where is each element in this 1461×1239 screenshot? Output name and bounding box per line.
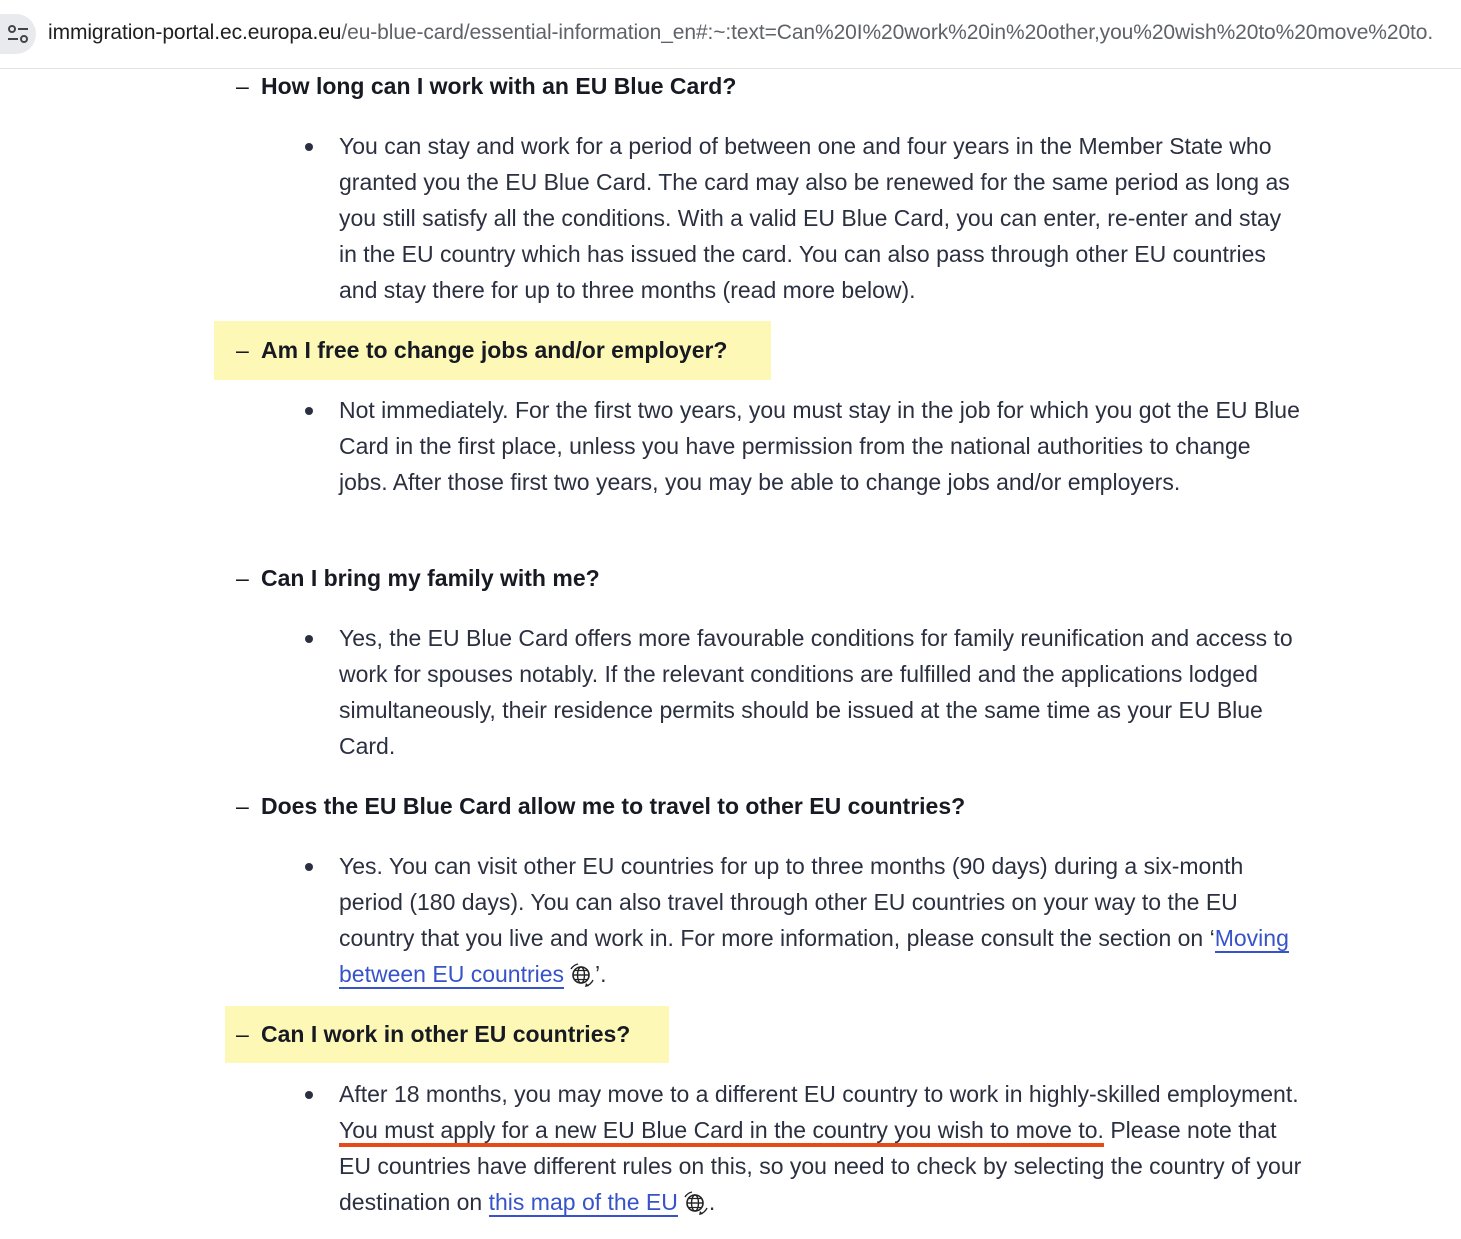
answer-text: . — [708, 1189, 716, 1215]
faq-answer: Yes, the EU Blue Card offers more favourable conditions for family reunification and access to work for spouses notably. If the relevant conditions are fulfilled and the applications lodged simultaneously, their residence permits should be issued at the same time as your EU Blue Card. — [339, 625, 1293, 759]
answer-text: Please note that EU countries have different rules on this, so you need to check by selecting the country of your destination on — [339, 1117, 1302, 1215]
red-underlined-text: You must apply for a new EU Blue Card in the country you wish to move to. — [339, 1117, 1104, 1147]
question-text: Can I bring my family with me? — [261, 565, 600, 591]
address-bar[interactable] — [0, 0, 1461, 69]
faq-answer: Not immediately. For the first two years, you must stay in the job for which you got the EU Blue Card in the first place, unless you have permission from the national authorities to change jobs. After those first two years, you may be able to change jobs and/or employers. — [339, 397, 1300, 495]
faq-answer — [339, 1076, 1304, 1225]
globe-external-icon — [569, 961, 595, 997]
faq-answer — [339, 848, 1304, 997]
url-text[interactable] — [48, 21, 1433, 45]
url-host: immigration-portal.ec.europa.eu — [48, 21, 342, 44]
site-info-button[interactable] — [0, 14, 36, 54]
dash: – — [236, 1021, 249, 1047]
question-text: Does the EU Blue Card allow me to travel to other EU countries? — [261, 793, 966, 819]
dash: – — [236, 73, 249, 99]
answer-text: ’. — [595, 961, 607, 987]
moving-between-eu-countries-link[interactable]: Moving between EU countries — [339, 925, 1289, 987]
answer-text: Yes. You can visit other EU countries for up to three months (90 days) during a six-month period (180 days). You can also travel through other EU countries on your way to the EU country that you live and work in. For more information, please consult the section on ‘ — [339, 853, 1244, 951]
dash: – — [236, 337, 249, 363]
eu-map-link[interactable]: this map of the EU — [488, 1189, 678, 1215]
tune-icon — [7, 25, 29, 43]
url-path: /eu-blue-card/essential-information_en#:~:text=Can%20I%20work%20in%20other,you%20wish%20to%20move%20to. — [341, 21, 1434, 44]
bullet — [305, 407, 313, 415]
question-text: Am I free to change jobs and/or employer? — [261, 337, 728, 363]
globe-external-icon — [683, 1189, 709, 1225]
question-text: Can I work in other EU countries? — [261, 1021, 631, 1047]
answer-text: After 18 months, you may move to a different EU country to work in highly-skilled employment. — [339, 1081, 1299, 1107]
faq-answer: You can stay and work for a period of between one and four years in the Member State who granted you the EU Blue Card. The card may also be renewed for the same period as long as you still satisfy all the conditions. With a valid EU Blue Card, you can enter, re-enter and stay in the EU country which has issued the card. You can also pass through other EU countries and stay there for up to three months (read more below). — [339, 133, 1290, 303]
dash: – — [236, 565, 249, 591]
bullet — [305, 863, 313, 871]
question-text: How long can I work with an EU Blue Card? — [261, 73, 737, 99]
bullet — [305, 143, 313, 151]
dash: – — [236, 793, 249, 819]
bullet — [305, 635, 313, 643]
bullet — [305, 1091, 313, 1099]
